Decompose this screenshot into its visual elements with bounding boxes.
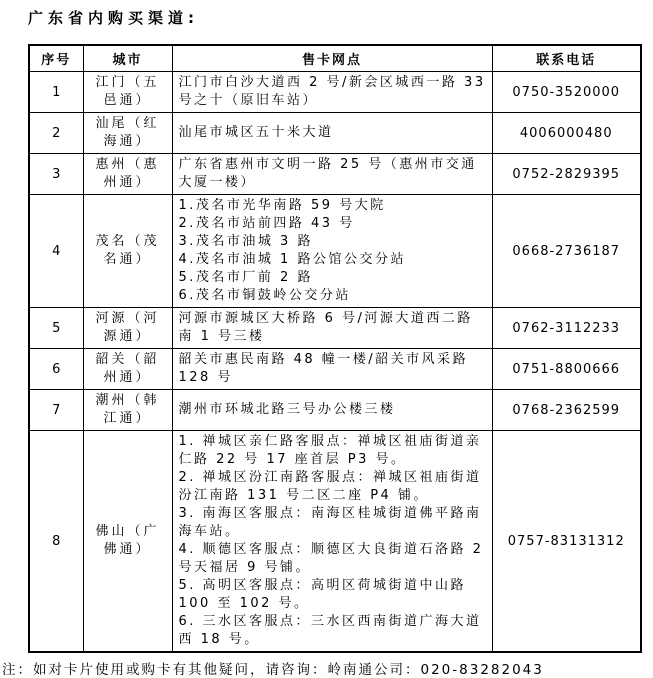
outlet-line: 6.茂名市铜鼓岭公交分站 (178, 288, 351, 303)
phone-cell: 4006000480 (492, 113, 641, 154)
outlet-line: 潮州市环城北路三号办公楼三楼 (178, 402, 396, 417)
col-header-number: 序号 (29, 45, 83, 72)
phone-cell: 0757-83131312 (492, 431, 641, 653)
row-number-cell: 4 (29, 195, 83, 308)
col-header-outlets: 售卡网点 (172, 45, 492, 72)
row-number-cell: 5 (29, 308, 83, 349)
outlet-line: 韶关市惠民南路 48 幢一楼/韶关市风采路 128 号 (178, 352, 469, 385)
outlets-cell (172, 390, 492, 431)
table-row (29, 390, 641, 431)
table-body (29, 72, 641, 653)
purchase-channels-table (28, 44, 642, 653)
outlet-line: 3. 南海区客服点：南海区桂城街道佛平路南海车站。 (178, 506, 482, 539)
table-row (29, 431, 641, 653)
phone-cell: 0762-3112233 (492, 308, 641, 349)
outlet-line: 河源市源城区大桥路 6 号/河源大道西二路南 1 号三楼 (178, 311, 473, 344)
outlet-line: 广东省惠州市文明一路 25 号（惠州市交通大厦一楼） (178, 157, 477, 190)
outlet-line: 6. 三水区客服点：三水区西南街道广海大道西 18 号。 (178, 614, 482, 647)
city-cell: 茂名（茂名通） (83, 195, 172, 308)
col-header-city: 城市 (83, 45, 172, 72)
outlets-cell (172, 195, 492, 308)
city-cell: 佛山（广佛通） (83, 431, 172, 653)
table-row (29, 308, 641, 349)
outlet-line: 汕尾市城区五十米大道 (178, 125, 334, 140)
row-number-cell: 7 (29, 390, 83, 431)
footer-note: 注：如对卡片使用或购卡有其他疑问，请咨询：岭南通公司：020-83282043 (2, 662, 544, 678)
outlet-line: 1. 禅城区亲仁路客服点：禅城区祖庙街道亲仁路 22 号 17 座首层 P3 号。 (178, 434, 482, 467)
city-cell: 惠州（惠州通） (83, 154, 172, 195)
table-row (29, 113, 641, 154)
phone-cell: 0751-8800666 (492, 349, 641, 390)
city-cell: 潮州（韩江通） (83, 390, 172, 431)
phone-cell: 0668-2736187 (492, 195, 641, 308)
phone-cell: 0750-3520000 (492, 72, 641, 113)
row-number-cell: 1 (29, 72, 83, 113)
row-number-cell: 6 (29, 349, 83, 390)
col-header-phone: 联系电话 (492, 45, 641, 72)
page-title: 广东省内购买渠道: (28, 9, 199, 27)
outlets-cell (172, 308, 492, 349)
city-cell: 汕尾（红海通） (83, 113, 172, 154)
outlet-line: 4. 顺德区客服点：顺德区大良街道石洛路 2 号天福居 9 号铺。 (178, 542, 484, 575)
city-cell: 河源（河源通） (83, 308, 172, 349)
phone-cell: 0752-2829395 (492, 154, 641, 195)
outlet-line: 2.茂名市站前四路 43 号 (178, 216, 355, 231)
outlets-cell (172, 113, 492, 154)
outlets-cell (172, 154, 492, 195)
outlet-line: 5. 高明区客服点：高明区荷城街道中山路 100 至 102 号。 (178, 578, 467, 611)
table-row (29, 72, 641, 113)
outlet-line: 5.茂名市厂前 2 路 (178, 270, 313, 285)
row-number-cell: 3 (29, 154, 83, 195)
row-number-cell: 2 (29, 113, 83, 154)
header-row (29, 45, 641, 72)
table-row (29, 154, 641, 195)
table-row (29, 195, 641, 308)
city-cell: 江门（五邑通） (83, 72, 172, 113)
row-number-cell: 8 (29, 431, 83, 653)
outlet-line: 4.茂名市油城 1 路公馆公交分站 (178, 252, 406, 267)
table-row (29, 349, 641, 390)
outlets-cell (172, 72, 492, 113)
outlets-cell (172, 431, 492, 653)
outlet-line: 2. 禅城区汾江南路客服点：禅城区祖庙街道汾江南路 131 号二区二座 P4 铺。 (178, 470, 482, 503)
outlet-line: 1.茂名市光华南路 59 号大院 (178, 198, 386, 213)
city-cell: 韶关（韶州通） (83, 349, 172, 390)
outlet-line: 3.茂名市油城 3 路 (178, 234, 313, 249)
phone-cell: 0768-2362599 (492, 390, 641, 431)
outlet-line: 江门市白沙大道西 2 号/新会区城西一路 33 号之十（原旧车站） (178, 75, 486, 108)
outlets-cell (172, 349, 492, 390)
